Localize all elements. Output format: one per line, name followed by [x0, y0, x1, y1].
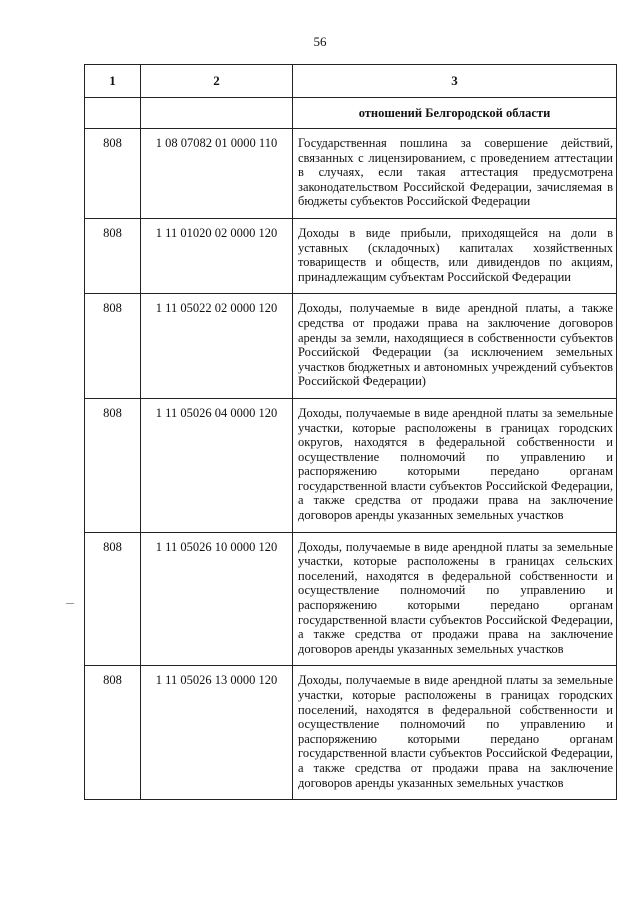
revenue-code-cell: 1 11 05026 04 0000 120 — [141, 398, 293, 532]
continuation-code-cell — [141, 98, 293, 129]
admin-code-cell: 808 — [85, 129, 141, 219]
admin-code-cell: 808 — [85, 532, 141, 666]
revenue-name-cell: Доходы, получаемые в виде арендной платы за земельные участки, которые расположены в границах городских округов, находятся в федеральной собственности и осуществление полномочий по управлению и распоряжению которыми передано органам государственной власти субъектов Российской Федерации, а также средства от продажи права на заключение договоров аренды указанных земельных участков — [293, 398, 617, 532]
admin-code-cell: 808 — [85, 666, 141, 800]
margin-mark — [66, 603, 74, 604]
revenue-code-cell: 1 11 01020 02 0000 120 — [141, 218, 293, 293]
revenue-name-cell: Доходы, получаемые в виде арендной платы, а также средства от продажи права на заключение договоров аренды за земли, находящиеся в собственности субъектов Российской Федерации (за исключением земельных участков бюджетных и автономных учреждений субъектов Российской Федерации) — [293, 294, 617, 399]
admin-code-cell: 808 — [85, 294, 141, 399]
revenue-name-cell: Доходы, получаемые в виде арендной платы за земельные участки, которые расположены в границах сельских поселений, находятся в федеральной собственности и осуществление полномочий по управлению и распоряжению которыми передано органам государственной власти субъектов Российской Федерации, а также средства от продажи права на заключение договоров аренды указанных земельных участков — [293, 532, 617, 666]
table-row — [85, 218, 617, 293]
table-row — [85, 532, 617, 666]
table-row — [85, 294, 617, 399]
column-header-name: 3 — [293, 65, 617, 98]
continuation-admin-cell — [85, 98, 141, 129]
revenue-code-cell: 1 11 05026 10 0000 120 — [141, 532, 293, 666]
continuation-row — [85, 98, 617, 129]
admin-code-cell: 808 — [85, 398, 141, 532]
admin-code-cell: 808 — [85, 218, 141, 293]
column-header-code: 2 — [141, 65, 293, 98]
continuation-heading: отношений Белгородской области — [293, 98, 617, 129]
revenue-code-cell: 1 08 07082 01 0000 110 — [141, 129, 293, 219]
revenue-name-cell: Доходы в виде прибыли, приходящейся на доли в уставных (складочных) капиталах хозяйственных товариществ и обществ, или дивидендов по акциям, принадлежащим субъектам Российской Федерации — [293, 218, 617, 293]
table-row — [85, 398, 617, 532]
revenue-codes-table — [84, 64, 617, 800]
table-header-row — [85, 65, 617, 98]
revenue-code-cell: 1 11 05026 13 0000 120 — [141, 666, 293, 800]
revenue-name-cell: Государственная пошлина за совершение действий, связанных с лицензированием, с проведением аттестации в случаях, если такая аттестация предусмотрена законодательством Российской Федерации, зачисляемая в бюджеты субъектов Российской Федерации — [293, 129, 617, 219]
revenue-code-cell: 1 11 05022 02 0000 120 — [141, 294, 293, 399]
column-header-admin: 1 — [85, 65, 141, 98]
table-row — [85, 129, 617, 219]
page-number: 56 — [313, 34, 327, 49]
revenue-name-cell: Доходы, получаемые в виде арендной платы за земельные участки, которые расположены в границах городских поселений, находятся в федеральной собственности и осуществление полномочий по управлению и распоряжению которыми передано органам государственной власти субъектов Российской Федерации, а также средства от продажи права на заключение договоров аренды указанных земельных участков — [293, 666, 617, 800]
table-row — [85, 666, 617, 800]
